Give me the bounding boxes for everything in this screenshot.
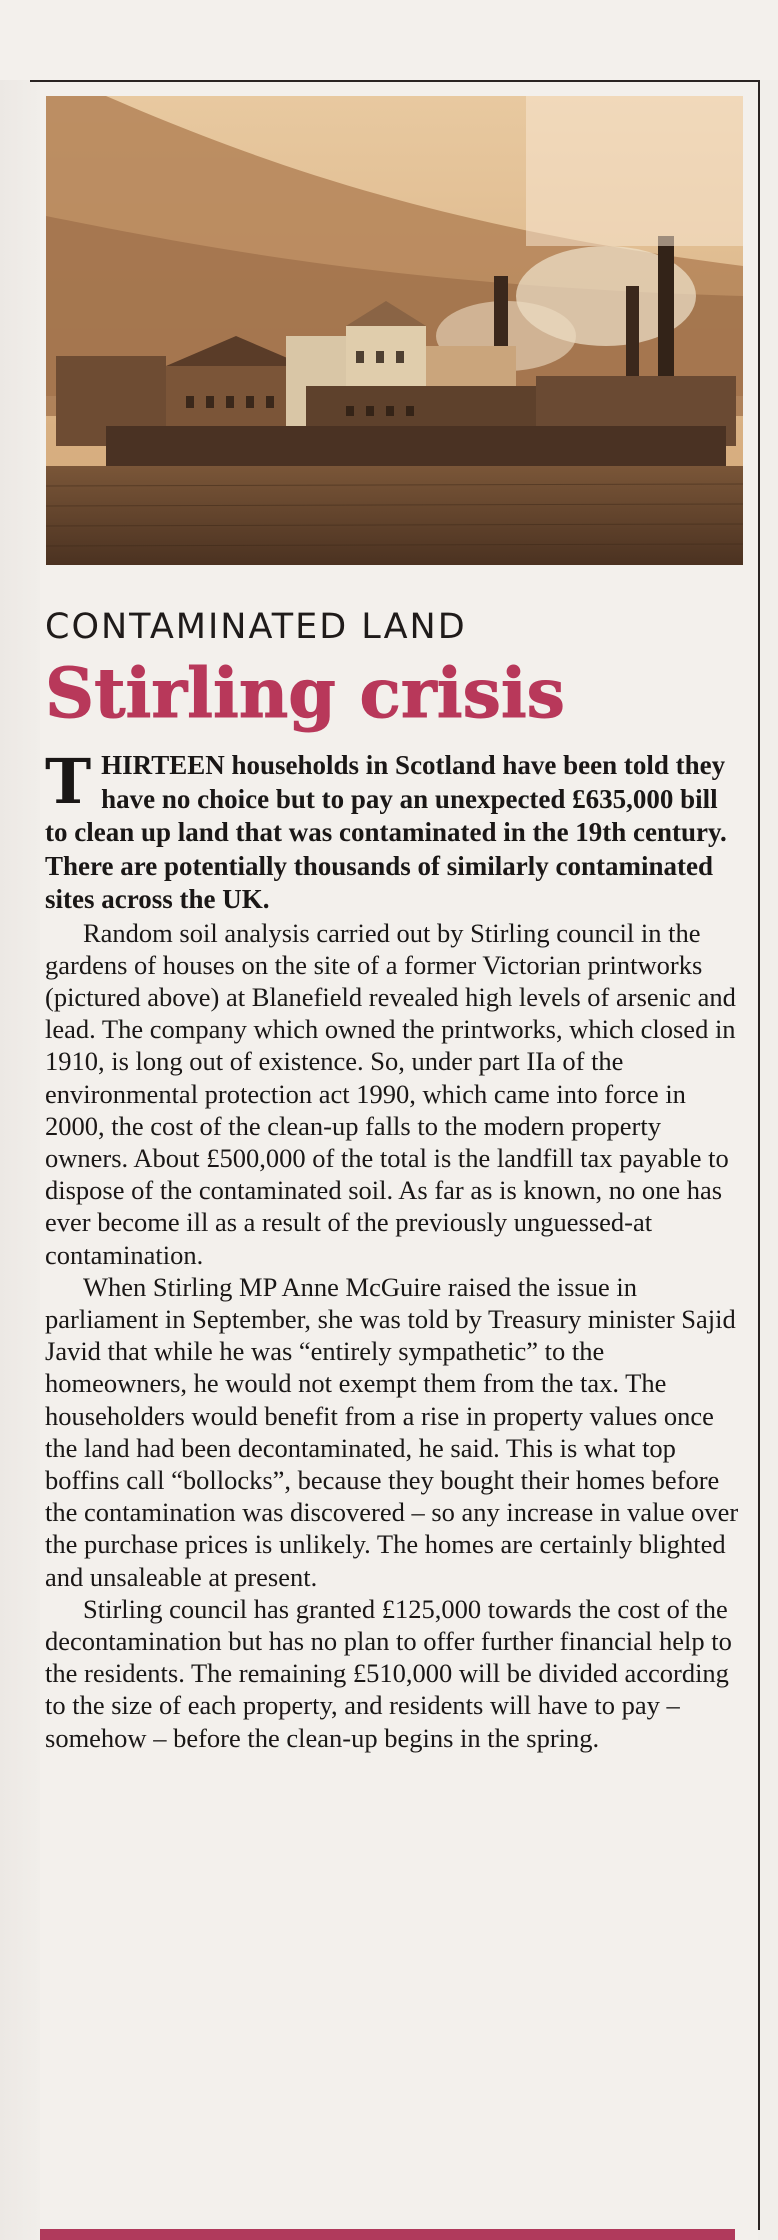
article (45, 605, 745, 1754)
headline: Stirling crisis (45, 654, 565, 734)
bottom-accent-bar (40, 2229, 735, 2240)
page-margin-right (758, 80, 778, 2240)
body-paragraph-1: Random soil analysis carried out by Stirling council in the gardens of houses on the site of a former Victorian printworks (pictured above) at Blanefield revealed high levels of arsenic and lead. The company which owned the printworks, which closed in 1910, is long out of existence. So, under part IIa of the environmental protection act 1990, which came into force in 2000, the cost of the clean-up falls to the modern property owners. About £500,000 of the total is the landfill tax payable to dispose of the contaminated soil. As far as is known, no one has ever become ill as a result of the previously unguessed-at contamination. (45, 917, 736, 1270)
body-paragraph-3: Stirling council has granted £125,000 towards the cost of the decontamination but has no plan to offer further financial help to the residents. The remaining £510,000 will be divided according to the size of each property, and residents will have to pay – somehow – before the clean-up begins in the spring. (45, 1593, 732, 1753)
printworks-illustration (46, 96, 743, 565)
standfirst-text: HIRTEEN households in Scotland have been told they have no choice but to pay an unexpected £635,000 bill to clean up land that was contaminated in the 19th century. There are potentially thousands of similarly contaminated sites across the UK. (45, 750, 727, 914)
standfirst (45, 745, 745, 917)
printworks-photo (46, 96, 743, 565)
body-paragraph-2: When Stirling MP Anne McGuire raised the issue in parliament in September, she was told by Treasury minister Sajid Javid that while he was “entirely sympathetic” to the homeowners, he would not exempt them from the tax. The householders would benefit from a rise in property values once the land had been decontaminated, he said. This is what top boffins call “bollocks”, because they bought their homes before the contamination was discovered – so any increase in value over the purchase prices is unlikely. The homes are certainly blighted and unsaleable at present. (45, 1271, 739, 1592)
drop-cap: T (45, 745, 92, 818)
section-kicker: CONTAMINATED LAND (45, 607, 467, 647)
